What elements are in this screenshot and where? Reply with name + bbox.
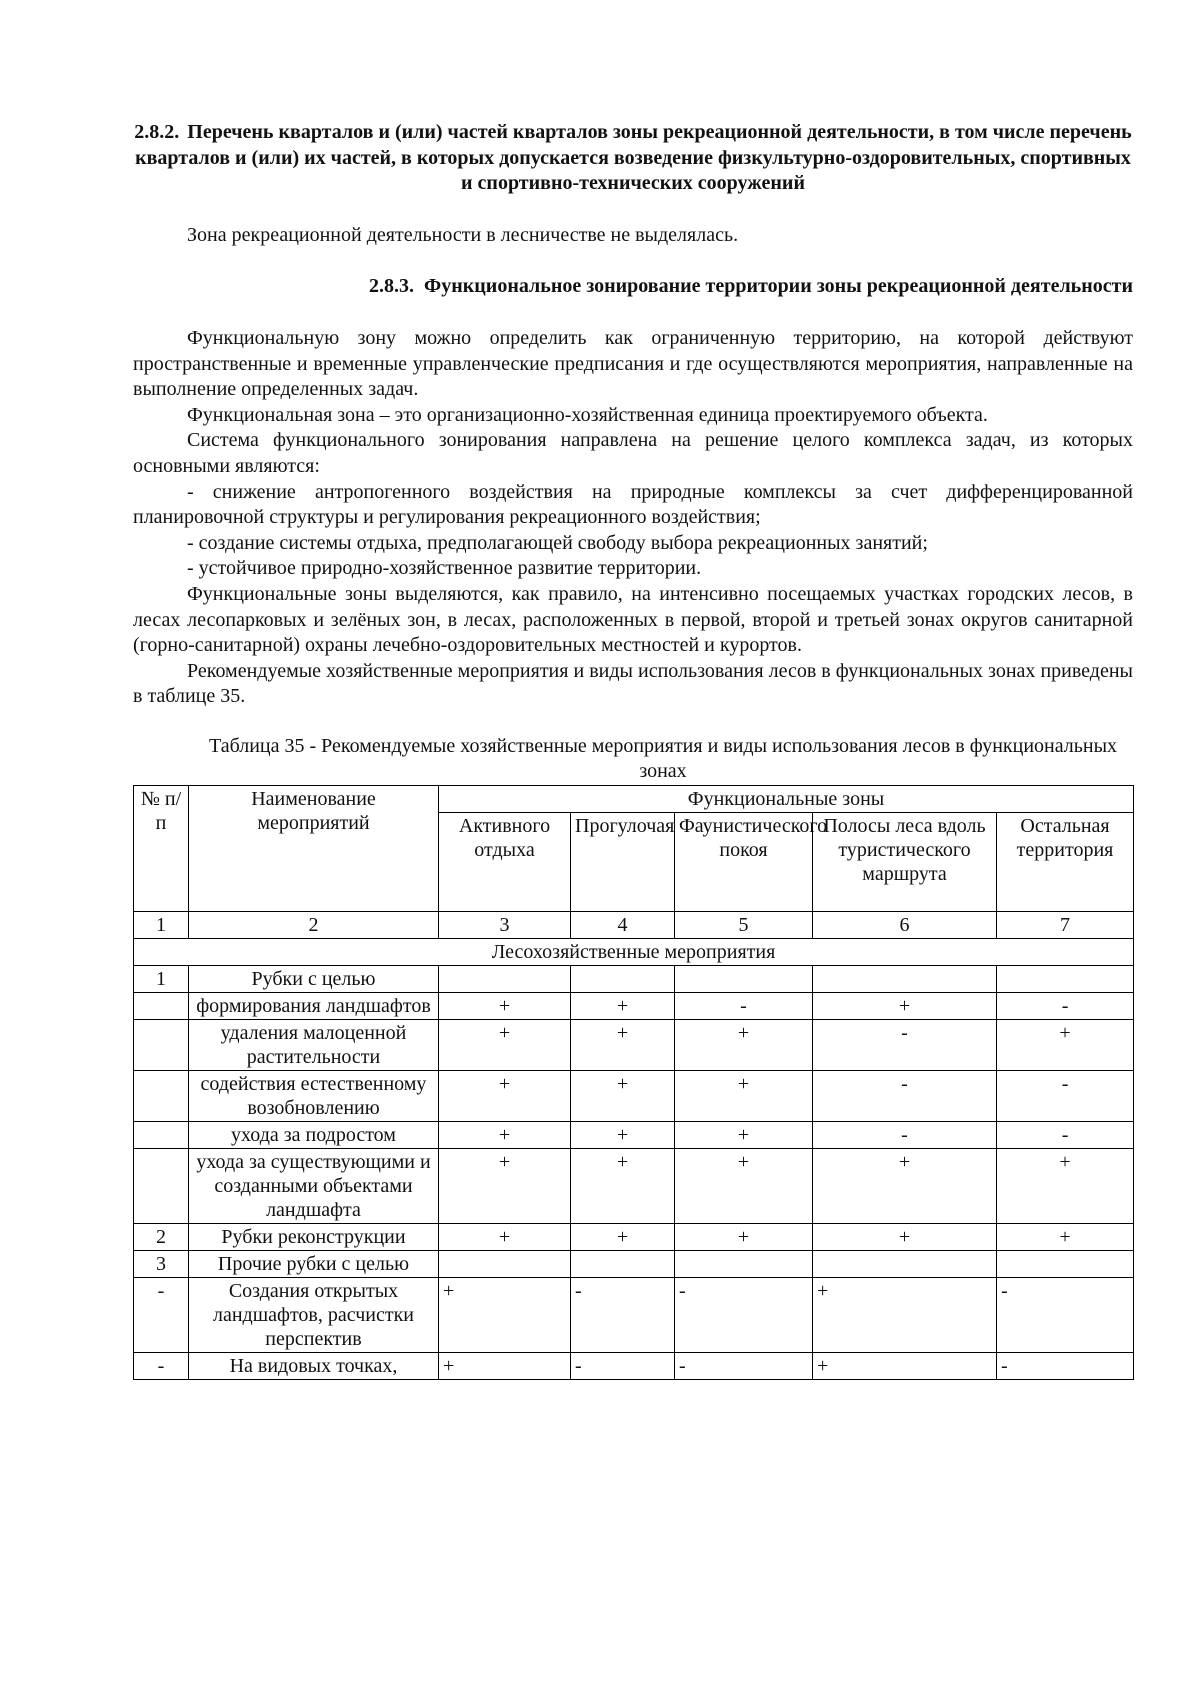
table-row <box>134 1251 1134 1278</box>
row-num: 1 <box>134 966 189 993</box>
zone-cell: - <box>675 993 813 1020</box>
zone-cell <box>571 1251 675 1278</box>
row-name: формирования ландшафтов <box>189 993 439 1020</box>
zone-cell: + <box>997 1224 1134 1251</box>
zone-cell: + <box>675 1020 813 1071</box>
paragraph: Функциональную зону можно определить как ограниченную территорию, на которой действуют пространственные и временные управленческие предписания и где осуществляются мероприятия, направленные на выполнение определенных задач. <box>133 326 1133 401</box>
column-number: 3 <box>439 912 571 939</box>
zone-cell: - <box>813 1020 997 1071</box>
zone-cell: - <box>997 1278 1134 1353</box>
row-num <box>134 993 189 1020</box>
zone-cell: + <box>571 1149 675 1224</box>
zone-cell: + <box>439 1224 571 1251</box>
zone-cell <box>439 966 571 993</box>
column-number: 5 <box>675 912 813 939</box>
body-text <box>133 326 1133 710</box>
zone-cell <box>997 966 1134 993</box>
table-row <box>134 993 1134 1020</box>
header-zone: Активного отдыха <box>439 813 571 912</box>
zone-cell: + <box>439 1020 571 1071</box>
zone-cell: + <box>439 993 571 1020</box>
zone-cell: - <box>813 1071 997 1122</box>
zone-cell: - <box>997 1353 1134 1380</box>
row-name: удаления малоценной растительности <box>189 1020 439 1071</box>
table-row <box>134 966 1134 993</box>
zone-cell <box>675 1251 813 1278</box>
group-title-row <box>134 939 1134 966</box>
zone-cell: + <box>571 1224 675 1251</box>
zone-cell: - <box>813 1122 997 1149</box>
zone-cell: - <box>571 1353 675 1380</box>
list-item: - устойчивое природно-хозяйственное развитие территории. <box>187 557 702 580</box>
column-number: 6 <box>813 912 997 939</box>
group-title: Лесохозяйственные мероприятия <box>134 939 1134 966</box>
row-name: Создания открытых ландшафтов, расчистки перспектив <box>189 1278 439 1353</box>
column-number-row <box>134 912 1134 939</box>
zone-cell: + <box>439 1353 571 1380</box>
zone-cell: + <box>571 1020 675 1071</box>
section-2-8-2-text: Зона рекреационной деятельности в лесничестве не выделялась. <box>187 223 739 246</box>
zone-cell: + <box>813 1278 997 1353</box>
table-row <box>134 1122 1134 1149</box>
zone-cell <box>571 966 675 993</box>
zone-cell: + <box>439 1149 571 1224</box>
zone-cell: + <box>439 1122 571 1149</box>
row-num <box>134 1149 189 1224</box>
recommended-measures-table <box>133 785 1134 1380</box>
header-num: № п/п <box>134 786 189 912</box>
list-item: - создание системы отдыха, предполагающей свободу выбора рекреационных занятий; <box>187 531 928 554</box>
table-row <box>134 1278 1134 1353</box>
zone-cell: + <box>439 1071 571 1122</box>
row-name: Рубки реконструкции <box>189 1224 439 1251</box>
row-num <box>134 1071 189 1122</box>
column-number: 1 <box>134 912 189 939</box>
row-num <box>134 1020 189 1071</box>
document-page <box>133 120 1133 1380</box>
zone-cell: + <box>997 1020 1134 1071</box>
row-name: ухода за подростом <box>189 1122 439 1149</box>
zone-cell: + <box>439 1278 571 1353</box>
row-name: Прочие рубки с целью <box>189 1251 439 1278</box>
header-name: Наименование мероприятий <box>189 786 439 912</box>
table-row <box>134 1224 1134 1251</box>
zone-cell: - <box>675 1278 813 1353</box>
zone-cell: + <box>675 1122 813 1149</box>
list-item: - снижение антропогенного воздействия на природные комплексы за счет дифференцированной планировочной структуры и регулирования рекреационного воздействия; <box>133 480 1133 529</box>
table-body <box>134 966 1134 1380</box>
zone-cell: + <box>571 1122 675 1149</box>
row-num: 3 <box>134 1251 189 1278</box>
zone-cell <box>675 966 813 993</box>
section-2-8-2-heading <box>133 120 1133 197</box>
header-zone: Фаунистического покоя <box>675 813 813 912</box>
zone-cell: + <box>675 1071 813 1122</box>
zone-cell: + <box>997 1149 1134 1224</box>
section-number: 2.8.2. <box>134 121 180 143</box>
section-title: Функциональное зонирование территории зоны рекреационной деятельности <box>424 275 1133 298</box>
section-number: 2.8.3. <box>369 275 415 298</box>
zone-cell: + <box>813 1353 997 1380</box>
row-name: На видовых точках, <box>189 1353 439 1380</box>
zone-cell <box>813 1251 997 1278</box>
zone-cell: - <box>997 1071 1134 1122</box>
table-caption: Таблица 35 - Рекомендуемые хозяйственные мероприятия и виды использования лесов в функциональных зонах <box>208 734 1118 783</box>
row-num: - <box>134 1278 189 1353</box>
zone-cell <box>813 966 997 993</box>
zone-cell: - <box>997 993 1134 1020</box>
row-num <box>134 1122 189 1149</box>
table-header-row <box>134 786 1134 813</box>
row-name: ухода за существующими и созданными объектами ландшафта <box>189 1149 439 1224</box>
zone-cell: + <box>813 993 997 1020</box>
column-number: 4 <box>571 912 675 939</box>
section-title: Перечень кварталов и (или) частей кварталов зоны рекреационной деятельности, в том числе перечень кварталов и (или) их частей, в которых допускается возведение физкультурно-оздоровительных, спортивных и спортивно-технических сооружений <box>135 121 1132 195</box>
zone-cell: + <box>813 1224 997 1251</box>
row-num: - <box>134 1353 189 1380</box>
paragraph: Функциональная зона – это организационно-хозяйственная единица проектируемого объекта. <box>187 403 988 426</box>
zone-cell: + <box>675 1224 813 1251</box>
column-number: 7 <box>997 912 1134 939</box>
header-zones: Функциональные зоны <box>439 786 1134 813</box>
section-2-8-3-heading <box>133 274 1133 300</box>
zone-cell: + <box>571 993 675 1020</box>
header-zone: Остальная территория <box>997 813 1134 912</box>
zone-cell: - <box>675 1353 813 1380</box>
zone-cell: + <box>571 1071 675 1122</box>
zone-cell: - <box>571 1278 675 1353</box>
table-row <box>134 1149 1134 1224</box>
table-row <box>134 1353 1134 1380</box>
row-name: содействия естественному возобновлению <box>189 1071 439 1122</box>
zone-cell: - <box>997 1122 1134 1149</box>
header-zone: Полосы леса вдоль туристического маршрута <box>813 813 997 912</box>
column-number: 2 <box>189 912 439 939</box>
table-row <box>134 1071 1134 1122</box>
row-num: 2 <box>134 1224 189 1251</box>
paragraph: Функциональные зоны выделяются, как правило, на интенсивно посещаемых участках городских лесов, в лесах лесопарковых и зелёных зон, в лесах, расположенных в первой, второй и третьей зонах округов санитарной (горно-санитарной) охраны лечебно-оздоровительных местностей и курортов. <box>133 582 1133 657</box>
table-row <box>134 1020 1134 1071</box>
paragraph: Система функционального зонирования направлена на решение целого комплекса задач, из которых основными являются: <box>133 429 1133 477</box>
header-zone: Прогулочая <box>571 813 675 912</box>
row-name: Рубки с целью <box>189 966 439 993</box>
zone-cell <box>439 1251 571 1278</box>
zone-cell <box>997 1251 1134 1278</box>
paragraph: Рекомендуемые хозяйственные мероприятия и виды использования лесов в функциональных зонах приведены в таблице 35. <box>133 659 1133 708</box>
zone-cell: + <box>675 1149 813 1224</box>
zone-cell: + <box>813 1149 997 1224</box>
